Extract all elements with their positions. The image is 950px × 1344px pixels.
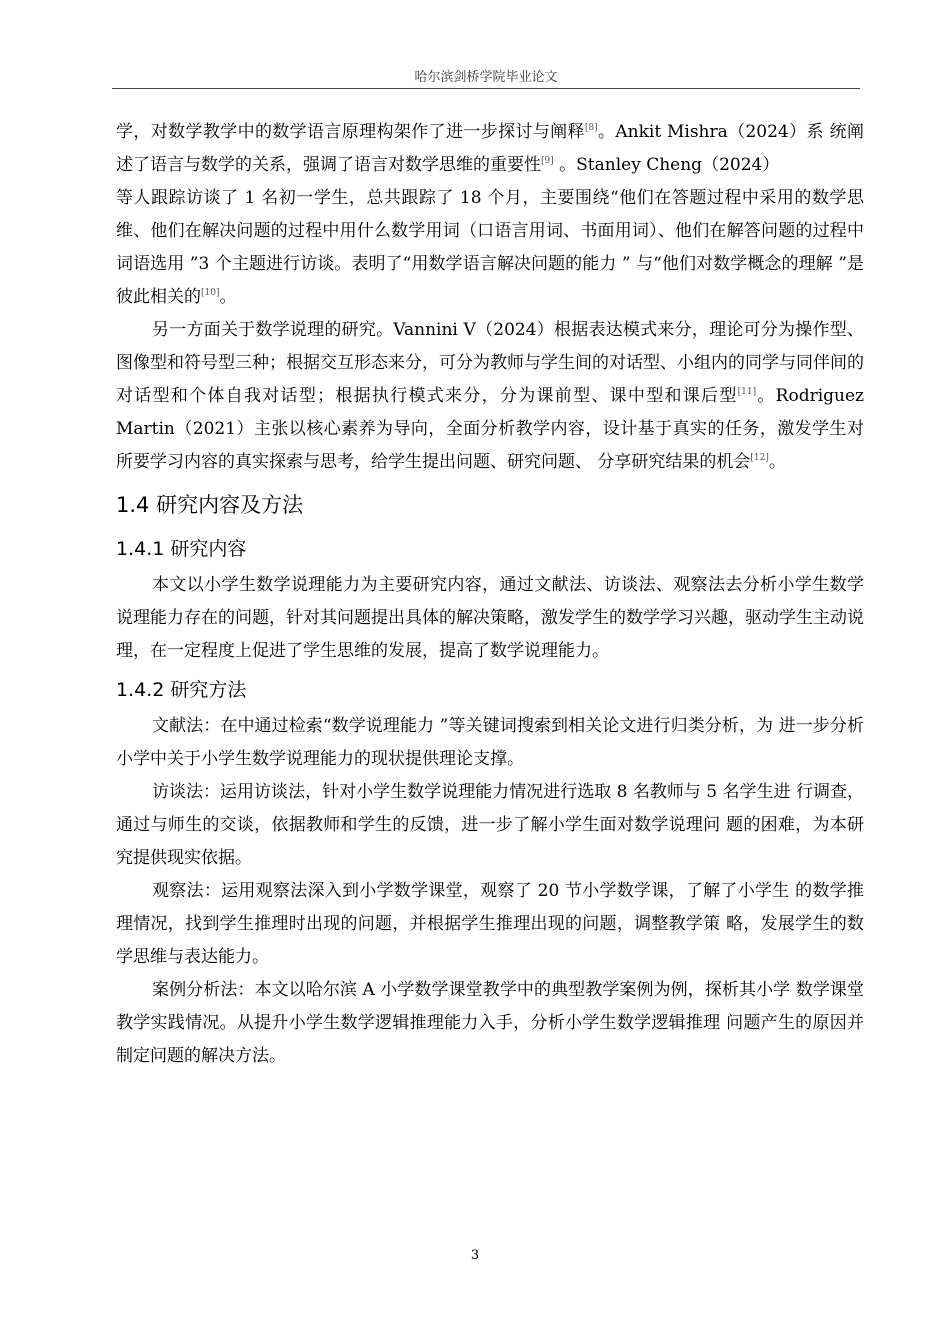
- section-heading-1-4: 1.4 研究内容及方法: [116, 493, 304, 517]
- citation-9: [9]: [541, 156, 554, 166]
- header-rule: [112, 88, 860, 89]
- text-run: 学，对数学教学中的数学语言原理构架作了进一步探讨与阐释: [116, 122, 585, 142]
- paragraph-method-literature: 文献法：在中通过检索“数学说理能力 ”等关键词搜索到相关论文进行归类分析，为 进一步分析小学中关于小学生数学说理能力的现状提供理论支撑。: [116, 716, 864, 769]
- text-run: 另一方面关于数学说理的研究。Vannini V（2024）根据表达模式来分，理论可分为操作型、图像型和符号型三种；根据交互形态来分，可分为教师与学生间的对话型、小组内的同学与同伴间的对话型和个体自我对话型；根据执行模式来分，分为课前型、课中型和课后型: [116, 320, 864, 406]
- citation-8: [8]: [584, 123, 598, 133]
- text-run: 。Stanley Cheng（2024）: [553, 155, 780, 175]
- document-body: [116, 116, 864, 1073]
- citation-11: [11]: [737, 387, 757, 397]
- paragraph-method-case-study: 案例分析法：本文以哈尔滨 A 小学数学课堂教学中的典型教学案例为例，探析其小学 数学课堂教学实践情况。从提升小学生数学逻辑推理能力入手，分析小学生数学逻辑推理 问题产生的原因并制定问题的解决方法。: [116, 980, 864, 1066]
- paragraph-research-content: 本文以小学生数学说理能力为主要研究内容，通过文献法、访谈法、观察法去分析小学生数学说理能力存在的问题，针对其问题提出具体的解决策略，激发学生的数学学习兴趣，驱动学生主动说理，在一定程度上促进了学生思维的发展，提高了数学说理能力。: [116, 575, 864, 661]
- paragraph-literature-3: [116, 314, 864, 479]
- subsection-heading-1-4-2: 1.4.2 研究方法: [116, 679, 247, 701]
- paragraph-literature-2: [116, 182, 864, 314]
- paragraph-method-interview: 访谈法：运用访谈法，针对小学生数学说理能力情况进行选取 8 名教师与 5 名学生进 行调查，通过与师生的交谈，依据教师和学生的反馈，进一步了解小学生面对数学说理问 题的困难，为本研究提供现实依据。: [116, 782, 864, 868]
- citation-12: [12]: [750, 453, 769, 463]
- text-run: 。: [768, 452, 786, 472]
- paragraph-literature-1: [116, 116, 864, 182]
- text-run: 。Rodriguez Martin（2021）主张以核心素养为导向，全面分析教学内容，设计基于真实的任务，激发学生对所要学习内容的真实探索与思考，给学生提出问题、研究问题、 分享研究结果的机会: [116, 386, 864, 472]
- text-run: 等人跟踪访谈了 1 名初一学生，总共跟踪了 18 个月，主要围绕“他们在答题过程中采用的数学思维、他们在解决问题的过程中用什么数学用词（口语言用词、书面用词）、他们在解答问题的过程中词语选用 ”3 个主题进行访谈。表明了“用数学语言解决问题的能力 ” 与“他们对数学概念的理解 ”是彼此相关的: [116, 188, 864, 307]
- text-run: 。: [219, 287, 237, 307]
- paragraph-method-observation: 观察法：运用观察法深入到小学数学课堂，观察了 20 节小学数学课，了解了小学生 的数学推理情况，找到学生推理时出现的问题，并根据学生推理出现的问题，调整教学策 略，发展学生的数学思维与表达能力。: [116, 881, 864, 967]
- page-number: 3: [470, 1248, 480, 1263]
- text-run: 。Ankit Mishra（2024）系 统阐述了语言与数学的关系，强调了语言对数学思维的重要性: [116, 122, 864, 175]
- subsection-heading-1-4-1: 1.4.1 研究内容: [116, 538, 247, 560]
- citation-10: [10]: [201, 288, 220, 298]
- running-header: 哈尔滨剑桥学院毕业论文: [414, 70, 558, 85]
